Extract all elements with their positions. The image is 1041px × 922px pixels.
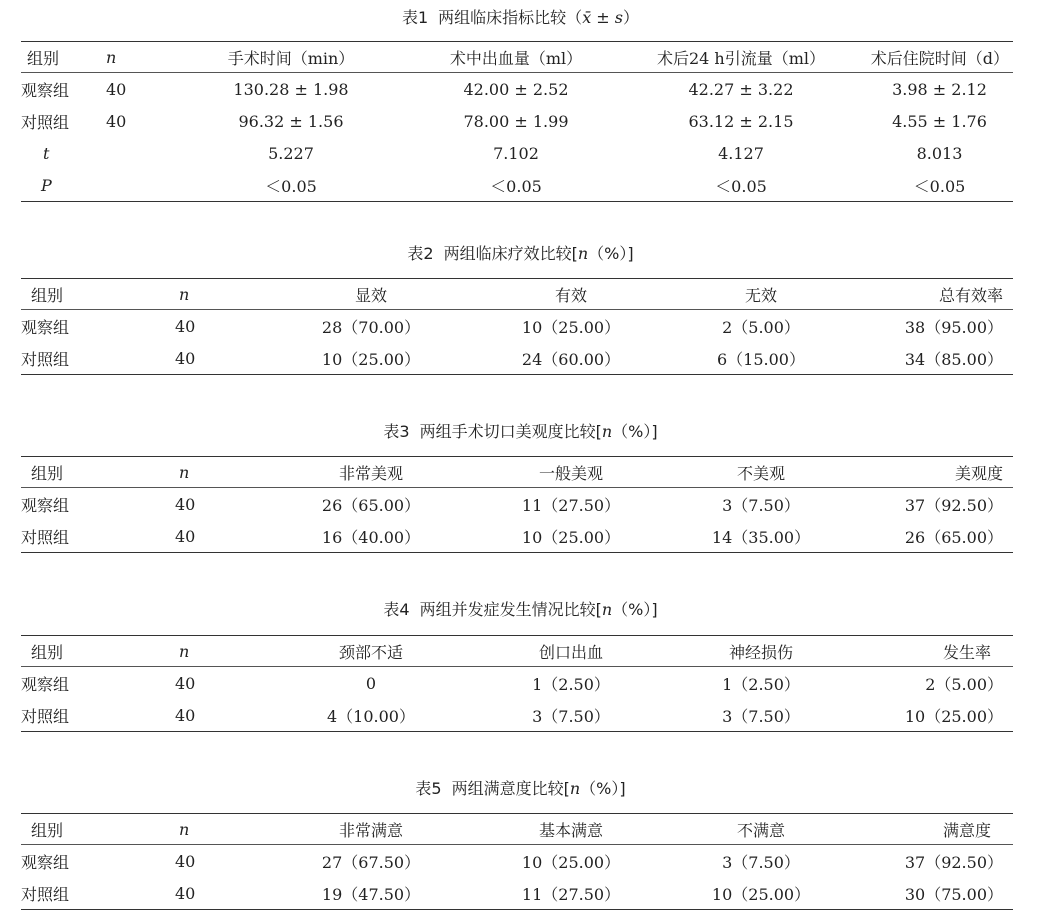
cell-n [106, 137, 166, 169]
cell-value: 14（35.00） [711, 527, 811, 547]
table3 [21, 456, 1013, 553]
cell-value: 7.102 [493, 143, 539, 163]
col-header-satisfied: 基本满意 [538, 820, 603, 840]
cell-n: 40 [175, 526, 196, 546]
col-header-n: n [179, 284, 190, 304]
cell-value: 19（47.50） [321, 884, 421, 904]
cell-group: 对照组 [21, 706, 70, 726]
table1-label: 表1 [401, 8, 429, 27]
cell-value: 37（92.50） [904, 495, 1003, 515]
cell-value: 16（40.00） [321, 527, 421, 547]
cell-group: 观察组 [21, 80, 70, 100]
cell-n: 40 [175, 705, 196, 725]
col-header-neck-discomfort: 颈部不适 [338, 642, 403, 662]
table2-title-end: （%）] [588, 244, 634, 263]
cell-value: 4.127 [718, 143, 764, 163]
col-header-cosmetic-rate: 美观度 [954, 463, 1003, 483]
table-row [21, 877, 1013, 910]
cell-value: 3（7.50） [722, 852, 800, 872]
cell-value: ＜0.05 [913, 176, 966, 196]
cell-value: 10（25.00） [711, 884, 811, 904]
table-row [21, 520, 1013, 553]
cell-value: 24（60.00） [521, 349, 621, 369]
table5-label: 表5 [415, 779, 442, 798]
cell-n: 40 [175, 348, 196, 368]
table-header-row [21, 279, 1013, 310]
table-row [21, 310, 1013, 343]
cell-value: 0 [365, 673, 377, 693]
cell-n [106, 169, 166, 202]
cell-value: 96.32 ± 1.56 [238, 111, 344, 131]
table-header-row [21, 42, 1013, 73]
cell-group: 对照组 [21, 349, 70, 369]
col-header-poor: 不美观 [736, 463, 785, 483]
table3-title: 两组手术切口美观度比较[ [419, 422, 602, 441]
cell-n: 40 [106, 111, 127, 131]
cell-value: 2（5.00） [925, 674, 1003, 694]
cell-value: 38（95.00） [904, 317, 1003, 337]
col-header-op-time: 手术时间（min） [227, 48, 355, 68]
col-header-total-rate: 总有效率 [938, 285, 1003, 305]
table4-label: 表4 [383, 600, 410, 619]
col-header-incidence: 发生率 [942, 642, 991, 662]
table-row [21, 169, 1013, 202]
col-header-drainage: 术后24 h引流量（ml） [656, 48, 826, 68]
table5-title: 两组满意度比较[ [451, 779, 570, 798]
col-header-marked: 显效 [354, 285, 387, 305]
table5 [21, 813, 1013, 910]
cell-group: 对照组 [21, 884, 70, 904]
col-header-n: n [179, 462, 190, 482]
cell-value: ＜0.05 [715, 176, 767, 196]
cell-stat-label: P [41, 175, 52, 195]
cell-n: 40 [106, 79, 127, 99]
table2-label: 表2 [407, 244, 434, 263]
table4 [21, 635, 1013, 732]
cell-n: 40 [175, 673, 196, 693]
cell-value: 28（70.00） [321, 317, 421, 337]
col-header-fair: 一般美观 [538, 463, 603, 483]
table3-caption [0, 422, 1041, 442]
table-header-row [21, 457, 1013, 488]
cell-value: 27（67.50） [321, 852, 421, 872]
col-header-group: 组别 [31, 642, 64, 662]
col-header-unsatisfied: 不满意 [736, 820, 785, 840]
col-header-stay: 术后住院时间（d） [870, 48, 1009, 68]
table-header-row [21, 814, 1013, 845]
cell-n: 40 [175, 851, 196, 871]
cell-value: 34（85.00） [904, 349, 1003, 369]
table-row [21, 488, 1013, 521]
table-row [21, 105, 1013, 137]
cell-value: 8.013 [916, 143, 963, 163]
cell-value: 4.55 ± 1.76 [892, 111, 987, 131]
col-header-blood-loss: 术中出血量（ml） [449, 48, 583, 68]
table2-title: 两组临床疗效比较[ [443, 244, 578, 263]
cell-value: 130.28 ± 1.98 [233, 79, 349, 99]
col-header-nerve-injury: 神经损伤 [728, 642, 793, 662]
col-header-n: n [106, 47, 117, 67]
cell-value: 2（5.00） [722, 317, 800, 337]
cell-value: 10（25.00） [521, 527, 621, 547]
cell-value: 10（25.00） [321, 349, 421, 369]
table3-title-symbol: n [601, 422, 613, 441]
table5-title-end: （%）] [580, 779, 626, 798]
cell-value: 10（25.00） [521, 852, 621, 872]
col-header-group: 组别 [31, 820, 64, 840]
col-header-group: 组别 [27, 48, 60, 68]
cell-value: ＜0.05 [265, 176, 317, 196]
cell-group: 观察组 [21, 317, 70, 337]
table1-title-end: ） [623, 8, 640, 27]
table3-label: 表3 [383, 422, 410, 441]
cell-value: 42.00 ± 2.52 [463, 79, 569, 99]
table2 [21, 278, 1013, 375]
cell-stat-label: t [43, 143, 50, 163]
cell-value: 1（2.50） [722, 674, 800, 694]
table2-caption [0, 244, 1041, 264]
table4-caption [0, 600, 1041, 620]
table4-title-end: （%）] [612, 600, 658, 619]
cell-value: 42.27 ± 3.22 [688, 79, 794, 99]
col-header-n: n [179, 819, 190, 839]
table-row [21, 699, 1013, 732]
cell-value: 10（25.00） [904, 706, 1003, 726]
cell-value: 10（25.00） [521, 317, 621, 337]
cell-n: 40 [175, 316, 196, 336]
table1-title: 两组临床指标比较（ [438, 8, 583, 27]
cell-value: 6（15.00） [717, 349, 805, 369]
cell-group: 对照组 [21, 527, 70, 547]
col-header-group: 组别 [31, 463, 64, 483]
cell-value: 3.98 ± 2.12 [892, 79, 987, 99]
table1 [21, 41, 1013, 202]
cell-value: 4（10.00） [327, 706, 415, 726]
table-row [21, 667, 1013, 700]
table5-title-symbol: n [569, 779, 581, 798]
cell-group: 观察组 [21, 495, 70, 515]
cell-value: 11（27.50） [521, 884, 621, 904]
cell-value: 78.00 ± 1.99 [463, 111, 569, 131]
col-header-satisfaction-rate: 满意度 [942, 820, 991, 840]
cell-value: 5.227 [268, 143, 314, 163]
cell-value: ＜0.05 [490, 176, 542, 196]
cell-value: 63.12 ± 2.15 [688, 111, 794, 131]
cell-value: 30（75.00） [904, 884, 1003, 904]
table-row [21, 73, 1013, 106]
cell-n: 40 [175, 883, 196, 903]
cell-group: 观察组 [21, 674, 70, 694]
cell-value: 37（92.50） [904, 852, 1003, 872]
cell-value: 26（65.00） [904, 527, 1003, 547]
col-header-ineffective: 无效 [744, 285, 777, 305]
col-header-effective: 有效 [554, 285, 587, 305]
col-header-very-satisfied: 非常满意 [338, 820, 403, 840]
table3-title-end: （%）] [612, 422, 658, 441]
table4-title-symbol: n [601, 600, 613, 619]
cell-value: 3（7.50） [532, 706, 610, 726]
table-header-row [21, 636, 1013, 667]
table4-title: 两组并发症发生情况比较[ [419, 600, 602, 619]
table1-title-symbol: x̄ ± s [582, 8, 623, 27]
cell-value: 11（27.50） [521, 495, 621, 515]
cell-value: 1（2.50） [532, 674, 610, 694]
col-header-n: n [179, 641, 190, 661]
table2-title-symbol: n [577, 244, 589, 263]
col-header-wound-bleeding: 创口出血 [538, 642, 603, 662]
table5-caption [0, 779, 1041, 799]
cell-value: 3（7.50） [722, 706, 800, 726]
table-row [21, 845, 1013, 878]
cell-group: 观察组 [21, 852, 70, 872]
table1-caption [0, 8, 1041, 28]
col-header-very-good: 非常美观 [338, 463, 403, 483]
col-header-group: 组别 [31, 285, 64, 305]
cell-value: 26（65.00） [321, 495, 421, 515]
cell-value: 3（7.50） [722, 495, 800, 515]
table-row [21, 137, 1013, 169]
table-row [21, 342, 1013, 375]
cell-group: 对照组 [21, 112, 70, 132]
cell-n: 40 [175, 494, 196, 514]
